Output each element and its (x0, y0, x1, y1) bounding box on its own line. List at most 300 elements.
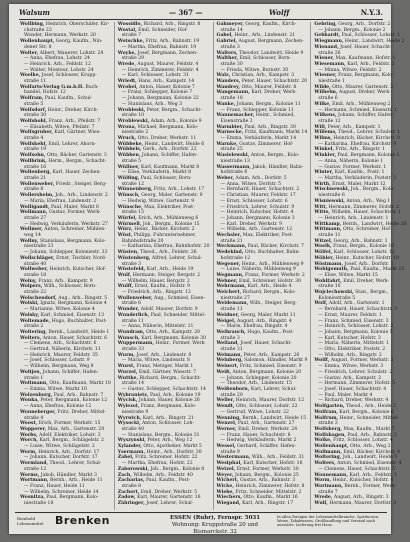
entry-details: — Wilhelm, Hauer, Bergstr. 2 (121, 278, 190, 284)
entry-surname: Wisniewski, (314, 198, 345, 204)
entry-surname: Wegener, (216, 261, 241, 267)
entry-details: — Heinrich, Kutscher, Hofstr. 4 (220, 210, 294, 216)
entry-details: Peter, Arb., Kampstr. 26 (243, 352, 300, 358)
entry-details: — Gustav, Former, Werkstr. 1 (318, 164, 387, 170)
entry-surname: Wanke, (216, 101, 236, 107)
entry-details: Heinr., Dreher, Kirch- (47, 107, 99, 113)
entry-details: Anton, Hauer, Schachtstr. 6 (42, 335, 108, 341)
entry-surname: Wolski, (20, 301, 39, 307)
entry-surname: Wülfing, (117, 175, 140, 181)
entry-details: straße 5 (121, 158, 142, 164)
directory-column-3 (213, 22, 311, 510)
entry-details: Salomon, Händler, Markt 9 (244, 358, 308, 364)
entry-surname: Wilke, (314, 101, 331, 107)
entry-details: straße 30 (220, 61, 243, 67)
entry-details: — Johann, Schlepper, Koloniestr. 33 (24, 250, 108, 256)
entry-details: August, Maurer, Feldstr. 4 (137, 61, 199, 67)
entry-details: Josef, Arb., Lindenstr. 8 (136, 352, 192, 358)
entry-details: — Maria, Witwe, Lindenstr. 8 (121, 358, 190, 364)
entry-surname: Wiegmann, (314, 39, 344, 45)
entry-surname: Wossidlo, (117, 22, 143, 27)
entry-surname: Wüllner, (117, 164, 140, 170)
entry-details: Koloniestraße 5 (318, 295, 356, 301)
entry-surname: Walz, (216, 73, 231, 79)
entry-surname: Wotschke, (117, 39, 145, 45)
entry-details: Erich, Former, Werkstr. 15 (38, 421, 101, 427)
entry-details: — Franz, Schlepper, Kolonie 11 (220, 107, 294, 113)
entry-details: straße 30 (24, 113, 47, 119)
entry-details: — Paul, Maler, Markt 4 (318, 392, 373, 398)
entry-details: — Johann, Bergmann, Kolonie 5 (318, 329, 393, 335)
entry-details: — Ernst, Schlosser, Lohstr. 6 (220, 198, 288, 204)
entry-details: niestraße 18 (24, 501, 54, 507)
entry-surname: Wostal, (117, 27, 137, 33)
entry-surname: Wuppermann, (117, 341, 154, 347)
header-right-word: Wolff (269, 8, 290, 17)
entry-surname: Winkler, (314, 153, 337, 159)
entry-details: Peter, Bergmann, Kolonie 12 (40, 398, 108, 404)
entry-surname: Worms, (20, 472, 40, 478)
entry-details: — Richard, Dreher, Werkstr. 4 (318, 398, 389, 404)
entry-details: straße 11 (318, 233, 341, 239)
entry-details: Paul, Schlosser, Lohstr. 1 (341, 33, 401, 39)
entry-details: Otto, Maurer, Feldstr. 8 (241, 84, 297, 90)
entry-details: Karl, Arb., Heide 4 (247, 284, 292, 290)
entry-details: — Elise, Verkäuferin, Markt 8 (121, 170, 192, 176)
entry-surname: Wormland, (20, 461, 49, 467)
entry-details: Joh., Bergm., Kolonie 15 (142, 221, 200, 227)
entry-details: Wilh., Schlosser, Born- (43, 284, 97, 290)
entry-surname: Wulf, (314, 501, 328, 507)
entry-surname: Wolter, (20, 50, 39, 56)
entry-details: Karl, Maurer, Gartenstr. 16 (137, 495, 201, 501)
entry-details: Wilh., Arb., Feldstr. 31 (251, 455, 305, 461)
entry-details: Johann, Hauer, Kolonie 26 (138, 398, 200, 404)
entry-details: Paul, Kaufm., Post- (146, 478, 191, 484)
entry-details: Theod., Arb., Feldstr. 26 (140, 250, 197, 256)
entry-details: — Otto, Elektriker, Poststr. 2 (318, 347, 386, 353)
entry-details: straße 3 (220, 44, 240, 50)
entry-surname: Weber, (216, 175, 235, 181)
footer-address-line1: ESSEN (Ruhr), Fernspr. 5031 (169, 515, 261, 521)
entry-details: Emil, Schlosser, Born- (239, 56, 291, 62)
entry-surname: Wriedt, (117, 79, 137, 85)
entry-surname: Wohlgemuth, (314, 267, 349, 273)
entry-surname: Wunderlich, (117, 312, 150, 318)
entry-details: Max, Elektriker, Post- (144, 204, 195, 210)
entry-details: Franz, Bergm., Kolonie 10 (333, 244, 395, 250)
entry-surname: Wortmann, (20, 478, 49, 484)
entry-details: straße 40 (121, 426, 145, 432)
entry-details: Aug., Schmied, Eisen- (154, 295, 206, 301)
entry-details: straße 3 (220, 335, 240, 341)
entry-details: straße 40 (24, 261, 47, 267)
entry-details: Joh., Bergm., Kolo- (350, 187, 395, 193)
entry-surname: Wollbing, (20, 22, 45, 27)
entry-surname: Wasielewski, (216, 153, 250, 159)
entry-details: August, Arb., Ringstr. 4 (236, 318, 292, 324)
entry-surname: Wollmann, (20, 210, 48, 216)
entry-surname: Wienand, (314, 44, 339, 50)
directory-entry (20, 501, 111, 507)
entry-surname: Wübbels, (117, 147, 142, 153)
entry-surname: Gabriel, (216, 39, 238, 45)
entry-surname: Wrede, (117, 61, 136, 67)
entry-surname: Wolfsberg, (314, 426, 342, 432)
entry-surname: Weiß, (216, 369, 232, 375)
entry-surname: Weinert, (216, 364, 239, 370)
entry-details: Richard, Bergm., Kolo- (242, 290, 296, 296)
directory-page (9, 4, 407, 535)
entry-details: Karl, Bergmann, Kolonie 30 (141, 335, 206, 341)
entry-surname: Wölfel, (314, 250, 333, 256)
entry-details: Ernst, Former, Werkstr. 30 (236, 466, 299, 472)
entry-surname: Wojciechowski, (314, 290, 354, 296)
entry-details: — Wilhelm, Bergmann, Weg 8 (24, 364, 94, 370)
entry-details: Heinrich, Bäcker, Kirchstr. 9 (333, 136, 400, 142)
entry-surname: Wurst, (117, 364, 135, 370)
entry-details: — Hermann, Zimmerer, Hofstr. 5 (318, 381, 396, 387)
entry-surname: Gahmeyer, (216, 22, 244, 27)
entry-surname: Wolke, (314, 438, 332, 444)
entry-details: niestraße 9 (121, 409, 149, 415)
entry-details: straße 12 (24, 466, 47, 472)
entry-details: Franz, Former, Werkstr. 2 (245, 272, 305, 278)
entry-details: — Luise, Witwe, Schlägelstr. 2 (24, 444, 95, 450)
entry-details: — Gertrud, Witwe, Lohstr. 22 (220, 409, 289, 415)
entry-details: Jakob, Händler, Bahn- (252, 164, 304, 170)
entry-details: straße 18 (24, 272, 47, 278)
entry-details: Gerhard, Schiffer, Hafen- (237, 444, 296, 450)
entry-surname: Würz, (117, 227, 133, 233)
entry-details: Aug., Arb., Ringstr. 5 (58, 295, 108, 301)
entry-surname: Westermann, (216, 455, 251, 461)
entry-details: Gustav, Arb., Bahnstr. 3 (240, 478, 296, 484)
entry-details: straße 4 (24, 136, 44, 142)
entry-details: Johann, Schiffer, Hafen- (338, 113, 394, 119)
footer-company (17, 516, 44, 526)
entry-surname: Wechsler, (216, 233, 242, 239)
entry-details: — Heinrich, Arb., Feldstr. 12 (24, 61, 91, 67)
entry-details: — Elisabeth, Witwe, Pfeilstr. 7 (24, 124, 95, 130)
entry-surname: Wullenweber, (117, 295, 153, 301)
entry-details: August, Arb., Ringstr. 3 (333, 495, 389, 501)
entry-details: straße 29 (121, 56, 145, 62)
entry-surname: Wortmann, (314, 483, 343, 489)
entry-details: Karl, Arb., Feldstr. 3 (349, 472, 397, 478)
entry-details: Heinr., Landwirt, Heide 6 (144, 141, 205, 147)
entry-surname: Wohlfahrt, (314, 278, 342, 284)
entry-details: — Franz, Hauer, Heide 11 (24, 483, 85, 489)
entry-details: Theod., Arb., Heide 3 (346, 404, 396, 410)
entry-details: Otto, Apotheker, Markt 5 (143, 444, 202, 450)
entry-surname: Woltering, (20, 329, 47, 335)
entry-details: Fritz, Schneider, Mittelstr. 2 (235, 489, 302, 495)
entry-details: Johann, Schiffer, Hafen- (42, 369, 99, 375)
entry-details: Fritz, Dreher, Mittel- (57, 409, 106, 415)
directory-columns (17, 22, 407, 510)
entry-details: — Hedwig, Verkäuferin, Markt 2 (220, 438, 297, 444)
entry-details: straße 9 (220, 449, 240, 455)
entry-details: Heinr., Kutscher, Hofstr. 6 (332, 478, 394, 484)
entry-details: Anton, Arb., Weg 1 (346, 198, 391, 204)
entry-details: Wonder, Hermann, Werkstr. 20 (24, 33, 96, 39)
entry-surname: Wrobleski, (117, 107, 146, 113)
entry-details: Georg, Arb., Dorfstr. 2 (338, 22, 391, 27)
entry-details: dener Str. 8 (24, 44, 52, 50)
entry-surname: Wolligandt, (20, 204, 50, 210)
entry-surname: Wolfsdorf, (20, 107, 47, 113)
entry-surname: Wangemann, (216, 90, 250, 96)
entry-details: — Heinrich, Zimmerer, Feldstr. 4 (121, 67, 199, 73)
entry-surname: Wonnemann, (314, 472, 348, 478)
entry-details: Karl, Gärtner, Wies- (54, 130, 101, 136)
directory-entry (217, 501, 308, 507)
entry-surname: Gebhardt, (314, 33, 341, 39)
entry-surname: Wilde, (314, 84, 331, 90)
entry-surname: Wollbrink, (20, 158, 47, 164)
entry-details: — Franz, Schmied, Eisenstr. 3 (318, 318, 389, 324)
entry-details: Fritz, Schreiner, Hofstr. 22 (135, 455, 198, 461)
entry-details: Bahnhofstraße 20 (121, 238, 164, 244)
entry-surname: Wyszynski, (117, 438, 146, 444)
entry-surname: Witte, (314, 210, 330, 216)
entry-surname: Wruck, (117, 136, 137, 142)
entry-details: Karl, Arb., Ringstr. 21 (142, 415, 194, 421)
entry-surname: Witt, (314, 204, 328, 210)
entry-details: Theod., Lehrer, Schulstr. 1 (338, 130, 401, 136)
entry-surname: Zacharias, (117, 478, 145, 484)
entry-surname: Weyer, (216, 472, 234, 478)
entry-details: Anton, Schmied, Eisenstr. 4 (337, 461, 402, 467)
footer-address-line2: Wohnung: Kruppstraße 20 und Bismarckstr. 32 (171, 522, 259, 535)
entry-details: Ernst, Kaufm., Hofstr. 9 (134, 284, 191, 290)
entry-surname: Worm, (314, 478, 332, 484)
entry-details: Franz, Bergmann, Kolo- (140, 404, 197, 410)
entry-surname: Wandrey, (216, 84, 240, 90)
entry-details: Philipp, Fuhrunternehmer, (133, 233, 196, 239)
footer-company-line1: Reinhold (17, 516, 36, 521)
entry-details: — Frieda, Witwe, Bornstr. 30 (220, 67, 289, 73)
entry-surname: Wiebe, (216, 489, 234, 495)
entry-surname: Wolsky, (20, 312, 40, 318)
entry-surname: Wilkens, (314, 113, 337, 119)
entry-details: Franz, Bergmann, Kolo- (338, 73, 394, 79)
entry-details: Paul, Arb., Bahnstr. 7 (53, 392, 104, 398)
entry-details: Josef, Bergmann, Zechen- (137, 50, 198, 56)
entry-details: Adolf, Elektriker, Lohstr. 3 (39, 432, 101, 438)
entry-surname: Wopperer, (20, 426, 47, 432)
entry-surname: Wehner, (216, 278, 238, 284)
directory-column-1 (17, 22, 114, 510)
footer-address (155, 515, 275, 536)
entry-details: — Martha, Ehefrau, Hofstr. 22 (121, 461, 193, 467)
entry-details: — Heinrich, Arb., Lindenstr. 1 (318, 215, 389, 221)
entry-surname: Wuttke, (117, 375, 139, 381)
entry-details: Paul, Arb., Gartenstr. 27 (237, 421, 295, 427)
entry-surname: Witzel, (314, 238, 333, 244)
entry-surname: Wittmann, (314, 227, 342, 233)
entry-surname: Zachert, (117, 489, 140, 495)
entry-details: Wilhelm, Arb., Feldstr. 40 (133, 472, 193, 478)
entry-details: — Anna, Ehefrau, Kolonie 12 (24, 404, 92, 410)
entry-details: Josef, Schlosser, Krupp- (41, 73, 97, 79)
entry-surname: Wiechers, (216, 495, 242, 501)
entry-details: — Karl, Schlosser, Lohstr. 31 (121, 73, 189, 79)
entry-surname: Gebring, (314, 22, 337, 27)
entry-details: Hermann, Maurer, Dorfstr. 3 (329, 501, 397, 507)
entry-details: Richard, Arb., Ringstr. 8 (143, 22, 201, 27)
entry-details: Georg, Kaufm., Nin- (55, 39, 103, 45)
entry-details: — Marianne, Witwe, Kolonie 4 (24, 307, 95, 313)
entry-surname: Zähringer, (117, 501, 145, 507)
entry-details: straße 19 (24, 147, 47, 153)
entry-surname: Wrobel, (117, 84, 138, 90)
entry-details: Heinr., Bäcker, Kirchstr. 2 (134, 227, 195, 233)
entry-details: straße 10 (318, 284, 341, 290)
entry-details: Hermann, Steiger, Bergstr. 2 (132, 272, 201, 278)
entry-details: niestraße 27 (220, 295, 250, 301)
entry-surname: Wysocki, (117, 421, 141, 427)
entry-surname: Wünnenberg, (117, 187, 153, 193)
entry-details: Stanislaus, Bergmann, Kolo- (39, 238, 106, 244)
entry-surname: Walther, (216, 56, 239, 62)
entry-surname: Wiesemann, (314, 61, 346, 67)
entry-details: — Johann, Bergmann, Kolonie 3 (220, 215, 295, 221)
entry-surname: Wollmer, (20, 227, 43, 233)
entry-details: Paul, Bäcker, Kirchstr. 7 (247, 244, 304, 250)
entry-surname: Wunder, (117, 307, 140, 313)
entry-details: — Emma, Witwe, Werkstr. 3 (318, 364, 384, 370)
entry-details: Wilh., Steiger, Berg- (249, 301, 297, 307)
entry-surname: Wöhler, (314, 255, 334, 261)
entry-details: straße 11 (24, 79, 47, 85)
entry-details: Max, Kaufmann, Hofstr. 1 (335, 56, 396, 62)
entry-details: Peter, Arb., Kampstr. 1 (327, 124, 381, 130)
entry-surname: Will, (314, 124, 327, 130)
entry-details: — Theodor, Arb., Lindenstr. 15 (220, 381, 292, 387)
entry-details: Franz, Arb., Kampstr. 9 (38, 278, 93, 284)
entry-details: Karl, Arb., Feldstr. 2 (347, 61, 395, 67)
entry-details: Heinr., Schmied, (255, 113, 295, 119)
entry-details: weg 14 (24, 233, 41, 239)
entry-surname: Wendt, (216, 404, 235, 410)
entry-details: — Anna, Näherin, Kolonie 1 (318, 158, 384, 164)
entry-details: August, Bergmann, Zechen- (238, 39, 304, 45)
entry-details: Hugo, Kaufm., Post- (247, 329, 294, 335)
entry-details: Emil, Schneider, Hof- (138, 27, 188, 33)
entry-details: Emil, Dreher, Werkstr. 5 (140, 489, 198, 495)
entry-details: straße 8 (24, 187, 44, 193)
entry-details: Franz, Arb., Pfeilstr. 7 (48, 118, 101, 124)
entry-details: straße 33 (121, 347, 145, 353)
entry-details: Gustav, Zimmerer, Hof- (239, 141, 294, 147)
entry-details: Karl, Arb., Heide 19 (146, 267, 194, 273)
entry-surname: Woelk, (314, 244, 332, 250)
entry-details: Max, Elektriker, Post- (242, 233, 294, 239)
entry-details: Paul, Arb., Bahnstr. 2 (347, 432, 397, 438)
entry-details: Adam, Arb., Dorfstr. 5 (235, 175, 287, 181)
entry-details: — Bernhard, Hauer, Schachtstr. 3 (318, 307, 397, 313)
entry-details: — Luise, Näherin, Mühlenweg 9 (220, 267, 296, 273)
entry-details: Max, Kaufm., Markt 7 (343, 426, 395, 432)
entry-details: Paul, Bergmann, Kolonie 1 (337, 153, 400, 159)
entry-details: Heinrich, Kutscher, Hof- (49, 267, 106, 273)
entry-details: Erich, Arb., Mühlenweg 6 (138, 215, 199, 221)
entry-details: Paul, Arb., Kolonie 19 (149, 392, 201, 398)
entry-surname: Wollny, (20, 238, 39, 244)
entry-surname: Wiesner, (314, 73, 337, 79)
entry-details: — Johann, Schlepper, Kolonie 20 (220, 375, 297, 381)
entry-details: Bernh., Former, Werk- (344, 483, 397, 489)
entry-details: — Maria, Näherin, Mittelstr. 1 (318, 341, 389, 347)
entry-details: Theodor, Landwirt, Heide 9 (239, 50, 304, 56)
entry-surname: Winkel, (314, 147, 334, 153)
entry-details: Paul, Schneider, Mittel- (150, 312, 206, 318)
entry-details: straße 16 (24, 164, 47, 170)
entry-details: Emil, Lehrer, Ahorn- (48, 141, 96, 147)
entry-details: — Maria, Ehefrau, Lindenstr. 2 (24, 198, 97, 204)
entry-details: Bernh., Landwirt, Heide 20 (342, 221, 407, 227)
entry-details: — Friedrich, Arb., Ringstr. 13 (121, 290, 191, 296)
entry-details: — Stanislaus, Bergm., Kolonie 31 (121, 432, 200, 438)
entry-details: Ignatz, Bergmann, Kolonie 4 (40, 301, 107, 307)
entry-details: — Josef, Hauer, Schachtstr. 4 (318, 387, 387, 392)
entry-details: Josef, Hauer, Schacht- (240, 341, 292, 347)
entry-details: chstraße 23 (24, 27, 52, 33)
entry-details: Karl, Schlosser, Lohstr. 12 (333, 250, 395, 256)
entry-surname: Wanders, (216, 79, 241, 85)
entry-surname: Wittkamp, (314, 221, 342, 227)
entry-details: Christian, Arb., Kampstr. 3 (231, 73, 295, 79)
entry-details: straße 31 (220, 347, 243, 353)
entry-surname: Wassermann, (216, 164, 251, 170)
entry-details: straße 3 (318, 421, 338, 427)
entry-details: Karl, Arb., Ringstr. 17 (242, 501, 294, 507)
entry-surname: Wolny, (20, 278, 37, 284)
entry-details: Fritz, Schmied, Eisenstr. 9 (239, 364, 302, 370)
entry-details: Fritz, Kaufmann, Markt 14 (244, 130, 308, 136)
entry-details: niestraße 1 (318, 79, 345, 85)
entry-surname: Westphal, (216, 461, 242, 467)
entry-details: straße 10 (121, 113, 145, 119)
entry-details: Emil, Dreher, Werk- (343, 278, 390, 284)
entry-surname: Walters, (216, 50, 238, 56)
entry-surname: Worch, (20, 438, 39, 444)
entry-details: Emil, Schreiner, Hofstr. 30 (238, 278, 302, 284)
entry-surname: Weller, (216, 398, 235, 404)
entry-surname: Wolters, (20, 335, 42, 341)
entry-details: Otto, Schreiner, Hof- (343, 227, 392, 233)
entry-surname: Zadow, (117, 495, 136, 501)
entry-details: Albert, Mauerer, Lohstr. 24 (39, 50, 104, 56)
entry-details: — Clemens, Hauer, Schachtstr. 5 (318, 466, 396, 472)
entry-details: Fritz, Arb., Ringstr. 1 (335, 147, 385, 153)
entry-details: Josef, Hauer, Schacht- (340, 44, 392, 50)
entry-details: Bernh., Arb., Heide 11 (49, 478, 103, 484)
entry-surname: Wulf, (117, 272, 132, 278)
entry-details: — Johann, Kutscher, Dorfstr. 17 (24, 455, 98, 461)
entry-details: straße 8 (121, 483, 142, 489)
entry-surname: Wübbeke, (117, 141, 144, 147)
entry-details: — Franz, Hauer, Schachtstr. 8 (220, 432, 291, 438)
entry-details: Heinr., Schneider, Mittel- (339, 415, 399, 421)
entry-details: Joh., Arb., Lindenstr. 2 (55, 193, 108, 199)
entry-details: Otto, Arb., Kampstr. 20 (146, 329, 201, 335)
entry-details: Herm., Bergm., Schacht- (48, 158, 107, 164)
entry-details: — Ernst, Maurer, Feldstr. 1 (318, 312, 382, 318)
entry-surname: Zaborowski, (117, 466, 149, 472)
